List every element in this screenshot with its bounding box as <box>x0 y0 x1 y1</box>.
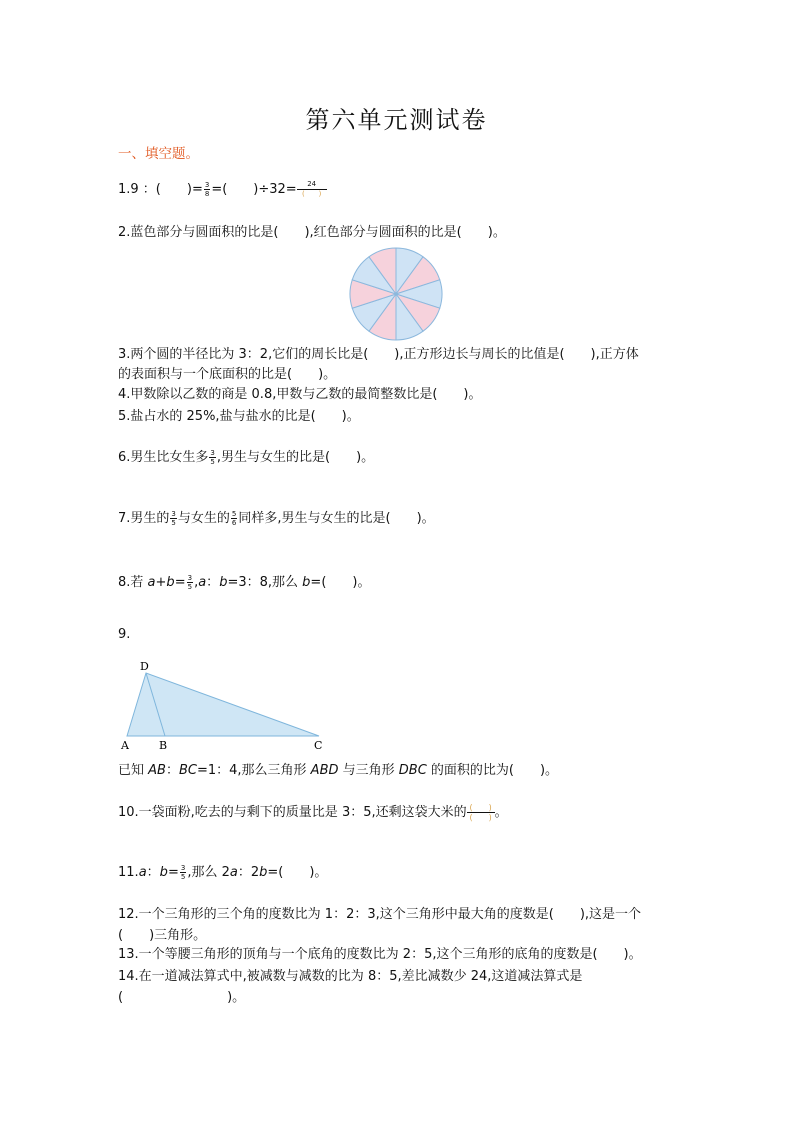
q11-fraction <box>180 864 186 881</box>
q6-numerator: 3 <box>210 449 215 457</box>
q9-text-r: =1：4,那么三角形 <box>196 763 311 778</box>
q8-var-a2: a <box>198 575 207 590</box>
label-d: D <box>140 660 149 673</box>
q6-text-b: ,男生与女生的比是( )。 <box>216 450 375 465</box>
question-11 <box>118 864 327 882</box>
q7-fraction-1 <box>170 510 176 527</box>
q9-text-a: 已知 <box>118 763 149 778</box>
q1-numerator: 3 <box>204 181 210 189</box>
q8-var-b2: b <box>219 575 228 590</box>
q1-text-a: 1.9 ：( )= <box>118 182 203 197</box>
q9-text-e: 的面积的比为( )。 <box>426 763 559 778</box>
q11-colon: ： <box>146 865 160 880</box>
q11-colon-2: ：2 <box>237 865 260 880</box>
q9-colon: ： <box>165 763 179 778</box>
q1-answer-numerator: 24 <box>297 180 327 190</box>
q8-equals: = <box>174 575 186 590</box>
q10-text-e: 。 <box>494 805 508 820</box>
q8-denominator: 5 <box>187 583 193 591</box>
question-7 <box>118 510 435 528</box>
q11-text-a: 11. <box>118 865 139 880</box>
q11-var-a: a <box>138 865 147 880</box>
q1-denominator: 8 <box>204 190 210 198</box>
question-3-line-2: 的表面积与一个底面积的比是( )。 <box>118 367 337 382</box>
q11-var-b2: b <box>259 865 268 880</box>
q9-tri-abd: ABD <box>310 763 339 778</box>
question-4: 4.甲数除以乙数的商是 0.8,甲数与乙数的最简整数比是( )。 <box>118 387 482 402</box>
question-14-line-2: ( )。 <box>118 990 246 1005</box>
q10-answer-fraction[interactable] <box>467 803 495 822</box>
question-9: 9. <box>118 627 131 642</box>
q8-text-e: =( )。 <box>310 575 371 590</box>
q11-denominator: 5 <box>180 873 186 881</box>
q6-text-a: 6.男生比女生多 <box>118 450 209 465</box>
q11-numerator: 3 <box>180 864 186 872</box>
question-5: 5.盐占水的 25%,盐与盐水的比是( )。 <box>118 409 360 424</box>
question-13: 13.一个等腰三角形的顶角与一个底角的度数比为 2：5,这个三角形的底角的度数是( )。 <box>118 947 642 962</box>
q11-text-r: ,那么 2 <box>187 865 230 880</box>
q7-text-b: 与女生的 <box>177 511 230 526</box>
q8-plus: + <box>155 575 167 590</box>
q1-fraction <box>204 181 210 198</box>
q1-answer-denominator[interactable]: ( ) <box>301 190 322 198</box>
q7-denominator-1: 5 <box>171 519 176 527</box>
q8-text-r: =3：8,那么 <box>227 575 303 590</box>
q6-denominator: 5 <box>210 458 215 466</box>
question-9-statement <box>118 762 558 780</box>
q1-answer-fraction[interactable] <box>297 180 327 199</box>
page-title: 第六单元测试卷 <box>305 106 488 134</box>
question-8 <box>118 574 370 592</box>
q9-tri-dbc: DBC <box>398 763 427 778</box>
q8-comma: , <box>194 575 199 590</box>
pie-sectors <box>350 248 442 340</box>
q8-text-a: 8.若 <box>118 575 148 590</box>
q11-var-a2: a <box>229 865 238 880</box>
triangle-figure <box>118 656 334 754</box>
section-heading: 一、填空题。 <box>118 146 199 162</box>
q10-text-a: 10.一袋面粉,吃去的与剩下的质量比是 3：5,还剩这袋大米的 <box>118 805 467 820</box>
q7-text-c: 同样多,男生与女生的比是( )。 <box>238 511 435 526</box>
label-a: A <box>121 739 129 752</box>
q7-denominator-2: 6 <box>231 519 237 527</box>
q7-numerator-1: 3 <box>171 510 176 518</box>
label-b: B <box>159 739 168 752</box>
q8-var-b3: b <box>302 575 311 590</box>
q7-fraction-2 <box>231 510 237 527</box>
q8-numerator: 3 <box>187 574 193 582</box>
question-2: 2.蓝色部分与圆面积的比是( ),红色部分与圆面积的比是( )。 <box>118 225 506 240</box>
question-6 <box>118 449 374 467</box>
question-12-line-1: 12.一个三角形的三个角的度数比为 1：2：3,这个三角形中最大角的度数是( ),这是一个 <box>118 907 642 922</box>
q10-answer-denominator[interactable]: ( ) <box>469 813 492 822</box>
q10-answer-numerator[interactable]: ( ) <box>467 803 495 813</box>
q9-seg-ab: AB <box>148 763 166 778</box>
q7-text-a: 7.男生的 <box>118 511 170 526</box>
q8-colon: ： <box>206 575 220 590</box>
question-10 <box>118 803 508 822</box>
pie-figure <box>348 246 444 342</box>
q7-numerator-2: 5 <box>231 510 237 518</box>
label-c: C <box>314 739 323 752</box>
q9-text-m: 与三角形 <box>338 763 399 778</box>
question-3-line-1: 3.两个圆的半径比为 3：2,它们的周长比是( ),正方形边长与周长的比值是( ),正方体 <box>118 347 639 362</box>
question-1 <box>118 180 327 199</box>
q11-text-e: =( )。 <box>267 865 328 880</box>
q8-var-b: b <box>166 575 175 590</box>
q11-equals: = <box>167 865 179 880</box>
q6-fraction <box>209 449 215 466</box>
q1-text-b: =( )÷32= <box>211 182 297 197</box>
question-12-line-2: ( )三角形。 <box>118 928 207 943</box>
q9-seg-bc: BC <box>178 763 197 778</box>
q8-fraction <box>187 574 193 591</box>
q11-var-b: b <box>159 865 168 880</box>
question-14-line-1: 14.在一道减法算式中,被减数与减数的比为 8：5,差比减数少 24,这道减法算式是 <box>118 969 583 984</box>
q8-var-a: a <box>147 575 156 590</box>
